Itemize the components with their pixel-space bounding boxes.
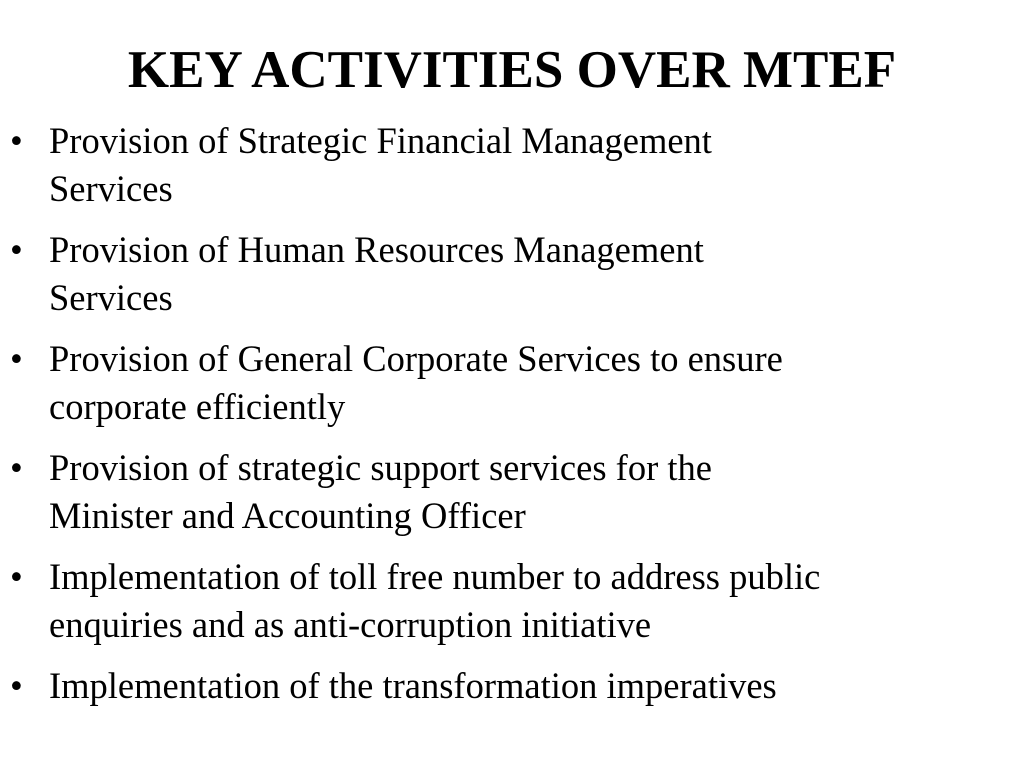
bullet-dot-icon: • [10,447,23,488]
bullet-line: Services [49,277,173,318]
bullet-line: Provision of General Corporate Services to ensure [49,338,783,379]
bullet-item [0,444,1024,540]
bullet-list [0,117,1024,723]
bullet-line: Provision of Human Resources Management [49,229,704,270]
bullet-text [49,553,1024,649]
bullet-dot-icon: • [10,229,23,270]
bullet-dot-icon: • [10,665,23,706]
bullet-item [0,662,1024,710]
bullet-line: Services [49,168,173,209]
bullet-text [49,335,1024,431]
bullet-dot-icon: • [10,338,23,379]
bullet-line: Implementation of toll free number to address public [49,556,821,597]
slide-title: KEY ACTIVITIES OVER MTEF [127,41,897,99]
bullet-text [49,117,1024,213]
bullet-item [0,226,1024,322]
bullet-line: Provision of Strategic Financial Management [49,120,712,161]
bullet-text [49,662,1024,710]
bullet-line: Minister and Accounting Officer [49,495,526,536]
bullet-item [0,117,1024,213]
bullet-item [0,553,1024,649]
bullet-text [49,444,1024,540]
bullet-dot-icon: • [10,556,23,597]
bullet-item [0,335,1024,431]
bullet-line: Implementation of the transformation imperatives [49,665,777,706]
bullet-line: enquiries and as anti-corruption initiative [49,604,652,645]
bullet-line: corporate efficiently [49,386,346,427]
bullet-dot-icon: • [10,120,23,161]
bullet-line: Provision of strategic support services for the [49,447,712,488]
bullet-text [49,226,1024,322]
